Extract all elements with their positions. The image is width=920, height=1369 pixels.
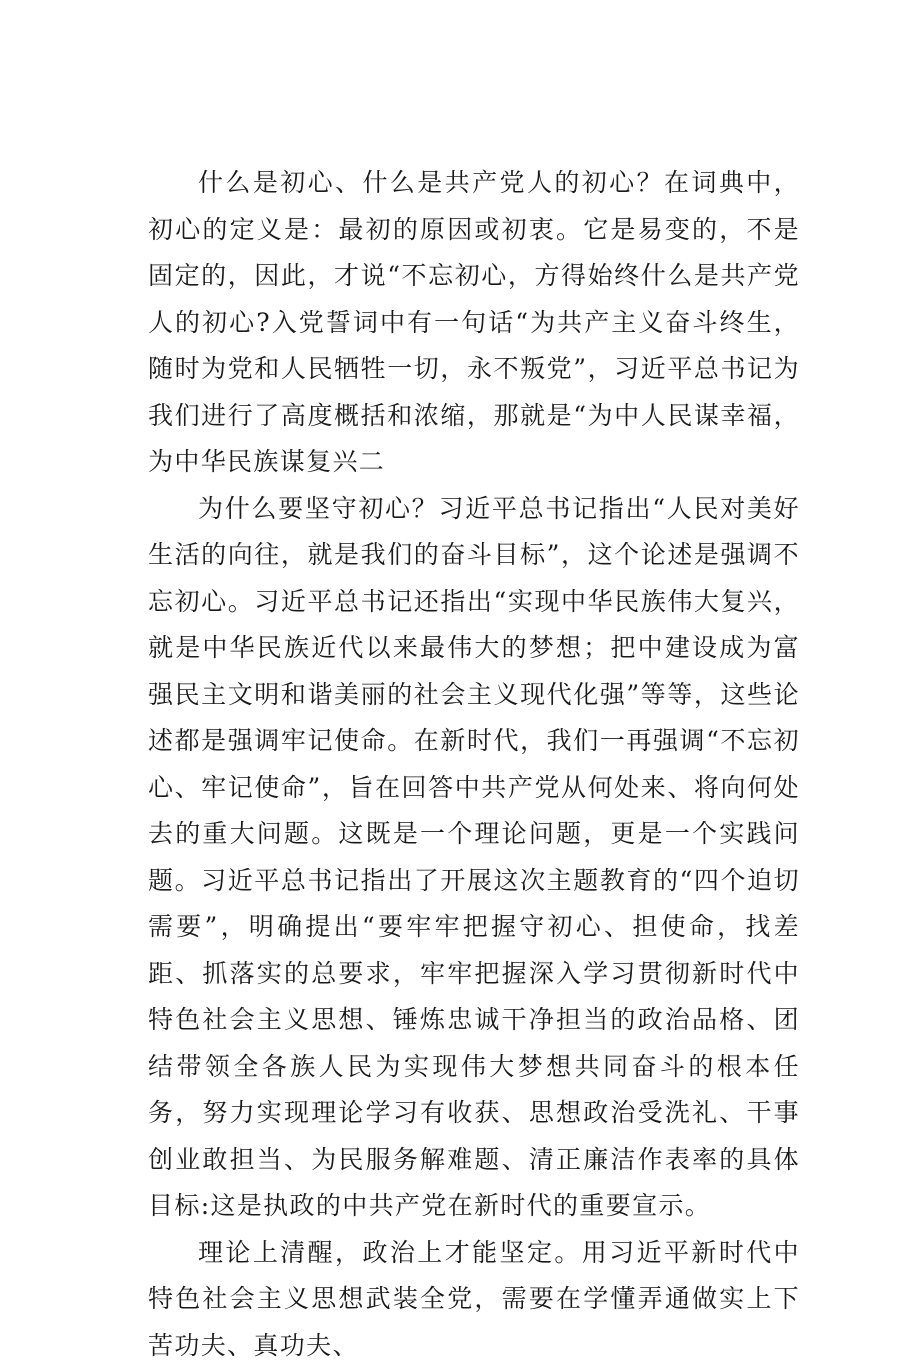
document-body (148, 160, 800, 1369)
paragraph-1: 什么是初心、什么是共产党人的初心？在词典中，初心的定义是：最初的原因或初衷。它是易变的，不是固定的，因此，才说“不忘初心，方得始终什么是共产党人的初心?入党誓词中有一句话“为共产主义奋斗终生，随时为党和人民牺牲一切，永不叛党”，习近平总书记为我们进行了高度概括和浓缩，那就是“为中人民谋幸福，为中华民族谋复兴二 (148, 160, 800, 486)
paragraph-3: 理论上清醒，政治上才能坚定。用习近平新时代中特色社会主义思想武装全党，需要在学懂弄通做实上下苦功夫、真功夫、 (148, 1230, 800, 1369)
paragraph-2: 为什么要坚守初心？习近平总书记指出“人民对美好生活的向往，就是我们的奋斗目标”，这个论述是强调不忘初心。习近平总书记还指出“实现中华民族伟大复兴，就是中华民族近代以来最伟大的梦想；把中建设成为富强民主文明和谐美丽的社会主义现代化强”等等，这些论述都是强调牢记使命。在新时代，我们一再强调“不忘初心、牢记使命”，旨在回答中共产党从何处来、将向何处去的重大问题。这既是一个理论问题，更是一个实践问题。习近平总书记指出了开展这次主题教育的“四个迫切需要”，明确提出“要牢牢把握守初心、担使命，找差距、抓落实的总要求，牢牢把握深入学习贯彻新时代中特色社会主义思想、锤炼忠诚干净担当的政治品格、团结带领全各族人民为实现伟大梦想共同奋斗的根本任务，努力实现理论学习有收获、思想政治受洗礼、干事创业敢担当、为民服务解难题、清正廉洁作表率的具体目标:这是执政的中共产党在新时代的重要宣示。 (148, 486, 800, 1230)
